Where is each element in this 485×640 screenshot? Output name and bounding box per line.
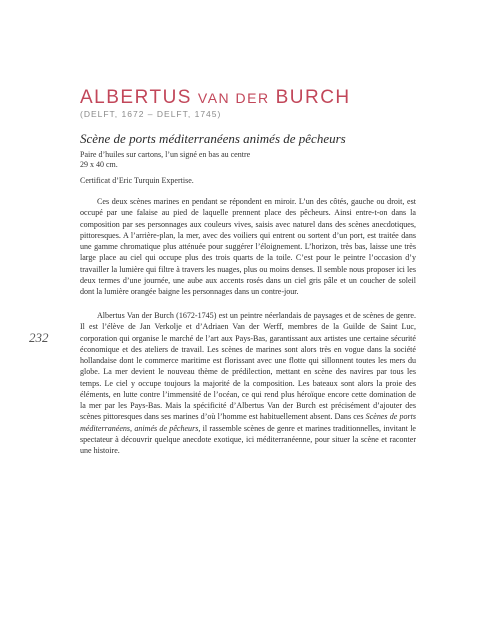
artist-first-name: ALBERTUS — [80, 87, 192, 108]
paragraph-2-text-a: Albertus Van der Burch (1672-1745) est un peintre néerlandais de paysages et de scènes de genre. Il est l’élève de Jan Verkolje et d’Adriaen Van der Werff, membres de la Guilde de Saint Luc, corporation qui organise le marché de l’art aux Pays-Bas, garantissant aux artistes une certaine sécurité économique et des ateliers de travail. Les scènes de marines sont alors très en vogue dans la société hollandaise dont le commerce maritime est florissant avec une flotte qui sillonnent toutes les mers du globe. La mer devient le nouveau thème de prédilection, mettant en scène des navires par tous les temps. Le ciel y occupe toujours la majorité de la composition. Les bateaux sont alors la proie des éléments, en lutte contre l’immensité de l’océan, ce qui rend plus héroïque encore cette domination de la mer par les Pays-Bas. Mais la spécificité d’Albertus Van der Burch est précisément d’ajouter des scènes pittoresques dans ses marines d’où l’homme est habituellement absent. Dans ces — [80, 311, 416, 422]
artist-name — [80, 88, 420, 109]
work-title: Scène de ports méditerranéens animés de pêcheurs — [80, 131, 346, 146]
artist-name-particle: VAN DER — [197, 90, 270, 106]
artist-dates: (DELFT, 1672 – DELFT, 1745) — [80, 109, 222, 119]
description-paragraph-2 — [80, 310, 416, 456]
work-certificate: Certificat d’Eric Turquin Expertise. — [80, 176, 194, 185]
description-paragraph-1: Ces deux scènes marines en pendant se répondent en miroir. L’un des côtés, gauche ou droit, est occupé par une falaise au pied de laquelle prennent place des pêcheurs. Ainsi entre-t-on dans la composition par ses personnages aux couleurs vives, saisis avec naturel dans des scènes anecdotiques, pittoresques. A l’arrière-plan, la mer, avec des voiliers qui entrent ou sortent d’un port, est traitée dans une gamme chromatique plus atténuée pour suggérer l’éloignement. L’horizon, très bas, laisse une très large place au ciel qui occupe plus des trois quarts de la toile. C’est pour le peintre l’occasion d’y travailler la lumière qui filtre à travers les nuages, plus ou moins denses. Il semble nous proposer ici les deux termes d’une journée, une aube aux accents rosés dans un ciel gris pâle et un coucher de soleil dont la lumière orangée baigne les personnages dans un contre-jour. — [80, 197, 416, 296]
artist-last-name: BURCH — [275, 87, 351, 108]
page-number: 232 — [29, 330, 49, 345]
work-medium: Paire d’huiles sur cartons, l’un signé en bas au centre — [80, 150, 251, 159]
work-dimensions: 29 x 40 cm. — [80, 160, 118, 169]
paragraph-2-italic-title: Scènes de ports méditerranéens, animés de pêcheurs — [80, 412, 417, 433]
paragraph-2-text-b: , il rassemble scènes de genre et marines traditionnelles, invitant le spectateur à découvrir quelque anecdote exotique, ici méditerranéenne, pour situer la scène et raconter une histoire. — [80, 423, 416, 455]
